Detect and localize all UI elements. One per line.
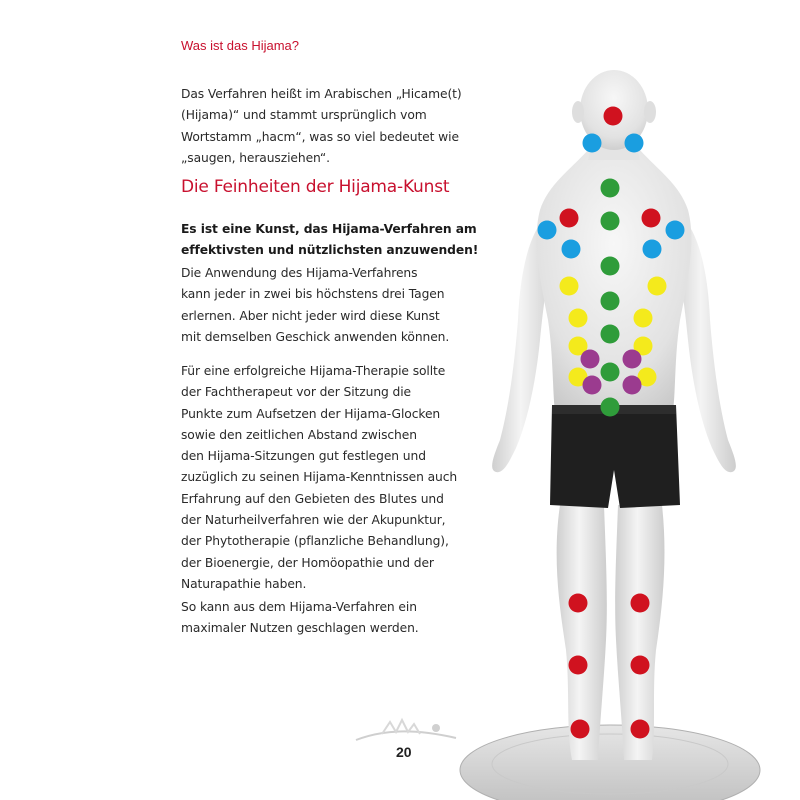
paragraph-1: [181, 263, 481, 348]
paragraph-line: erlernen. Aber nicht jeder wird diese Kunst: [181, 308, 440, 323]
green-cupping-point: [601, 398, 620, 417]
paragraph-line: den Hijama-Sitzungen gut festlegen und: [181, 449, 426, 464]
paragraph-line: der Phytotherapie (pflanzliche Behandlung),: [181, 534, 449, 549]
paragraph-3: [181, 597, 481, 640]
green-cupping-point: [601, 179, 620, 198]
stand-base: [460, 725, 760, 800]
purple-cupping-point: [623, 350, 642, 369]
paragraph-line: maximaler Nutzen geschlagen werden.: [181, 621, 419, 636]
red-cupping-point: [571, 720, 590, 739]
paragraph-line: sowie den zeitlichen Abstand zwischen: [181, 427, 417, 442]
blue-cupping-point: [643, 240, 662, 259]
red-cupping-point: [631, 656, 650, 675]
green-cupping-point: [601, 325, 620, 344]
yellow-cupping-point: [569, 309, 588, 328]
intro-paragraph: [181, 84, 481, 169]
red-cupping-point: [569, 594, 588, 613]
blue-cupping-point: [625, 134, 644, 153]
green-cupping-point: [601, 292, 620, 311]
paragraph-line: Punkte zum Aufsetzen der Hijama-Glocken: [181, 406, 441, 421]
yellow-cupping-point: [634, 309, 653, 328]
blue-cupping-point: [538, 221, 557, 240]
paragraph-2: [181, 361, 481, 595]
publisher-logo: [352, 712, 462, 748]
blue-cupping-point: [562, 240, 581, 259]
intro-line: (Hijama)“ und stammt ursprünglich vom: [181, 108, 427, 123]
green-cupping-point: [601, 257, 620, 276]
paragraph-line: mit demselben Geschick anwenden können.: [181, 329, 450, 344]
paragraph-line: der Fachtherapeut vor der Sitzung die: [181, 385, 412, 400]
running-header: Was ist das Hijama?: [181, 38, 299, 53]
yellow-cupping-point: [648, 277, 667, 296]
purple-cupping-point: [623, 376, 642, 395]
intro-line: Das Verfahren heißt im Arabischen „Hicame(t): [181, 87, 462, 101]
purple-cupping-point: [583, 376, 602, 395]
section-heading: Die Feinheiten der Hijama-Kunst: [181, 177, 450, 197]
paragraph-line: Naturapathie haben.: [181, 576, 307, 591]
page-number: 20: [396, 744, 412, 760]
paragraph-line: Erfahrung auf den Gebieten des Blutes und: [181, 491, 444, 506]
paragraph-line: Für eine erfolgreiche Hijama-Therapie sollte: [181, 364, 446, 378]
paragraph-line: kann jeder in zwei bis höchstens drei Tagen: [181, 287, 445, 302]
paragraph-line: zuzüglich zu seinen Hijama-Kenntnissen auch: [181, 470, 458, 485]
lead-line: effektivsten und nützlichsten anzuwenden!: [181, 243, 479, 258]
red-cupping-point: [631, 720, 650, 739]
intro-line: „saugen, herausziehen“.: [181, 150, 330, 165]
red-cupping-point: [569, 656, 588, 675]
red-cupping-point: [604, 107, 623, 126]
paragraph-line: Die Anwendung des Hijama-Verfahrens: [181, 266, 418, 280]
red-cupping-point: [631, 594, 650, 613]
lead-statement: [181, 219, 481, 262]
shorts: [550, 405, 680, 508]
green-cupping-point: [601, 363, 620, 382]
green-cupping-point: [601, 212, 620, 231]
human-back-figure-icon: [440, 60, 800, 800]
paragraph-line: der Naturheilverfahren wie der Akupunktur,: [181, 513, 446, 528]
yellow-cupping-point: [560, 277, 579, 296]
lead-line: Es ist eine Kunst, das Hijama-Verfahren am: [181, 222, 477, 236]
purple-cupping-point: [581, 350, 600, 369]
blue-cupping-point: [666, 221, 685, 240]
paragraph-line: der Bioenergie, der Homöopathie und der: [181, 555, 434, 570]
paragraph-line: So kann aus dem Hijama-Verfahren ein: [181, 600, 417, 614]
blue-cupping-point: [583, 134, 602, 153]
red-cupping-point: [642, 209, 661, 228]
intro-line: Wortstamm „hacm“, was so viel bedeutet wie: [181, 129, 459, 144]
red-cupping-point: [560, 209, 579, 228]
